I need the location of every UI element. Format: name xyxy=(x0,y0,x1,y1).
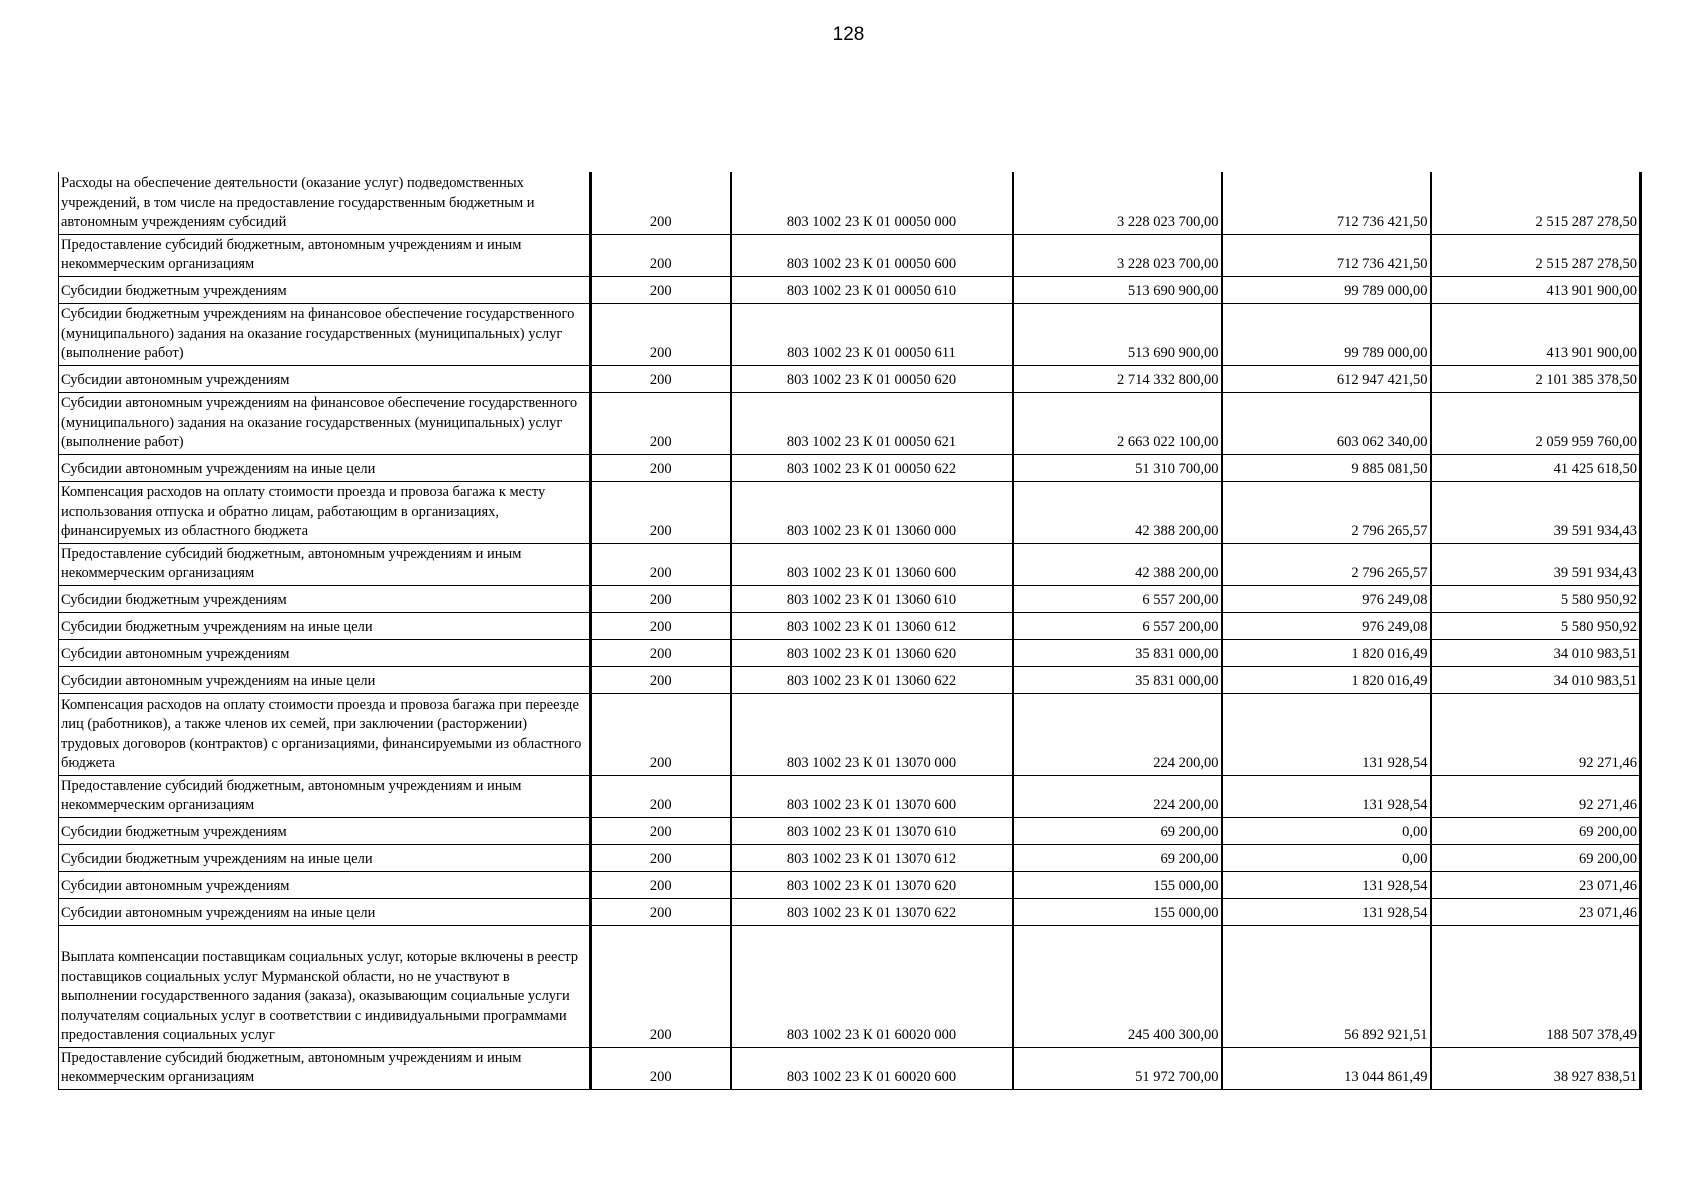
row-executed-amount: 1 820 016,49 xyxy=(1222,639,1431,666)
row-approved-amount: 3 228 023 700,00 xyxy=(1013,172,1222,234)
row-line-code: 200 xyxy=(591,612,731,639)
table-row xyxy=(59,775,1641,817)
row-executed-amount: 131 928,54 xyxy=(1222,898,1431,925)
row-name: Компенсация расходов на оплату стоимости проезда и провоза багажа при переезде лиц (работников), а также членов их семей, при заключении (расторжении) трудовых договоров (контрактов) с организациями, финансируемыми из областного бюджета xyxy=(59,693,591,775)
row-budget-classification-code: 803 1002 23 К 01 13060 622 xyxy=(731,666,1013,693)
row-unexecuted-amount: 2 059 959 760,00 xyxy=(1431,392,1641,454)
table-row xyxy=(59,454,1641,481)
row-executed-amount: 13 044 861,49 xyxy=(1222,1047,1431,1089)
table-row xyxy=(59,898,1641,925)
row-approved-amount: 42 388 200,00 xyxy=(1013,481,1222,543)
row-line-code: 200 xyxy=(591,303,731,365)
row-line-code: 200 xyxy=(591,392,731,454)
row-executed-amount: 1 820 016,49 xyxy=(1222,666,1431,693)
table-row xyxy=(59,817,1641,844)
row-unexecuted-amount: 69 200,00 xyxy=(1431,817,1641,844)
table-row xyxy=(59,871,1641,898)
row-unexecuted-amount: 38 927 838,51 xyxy=(1431,1047,1641,1089)
row-approved-amount: 35 831 000,00 xyxy=(1013,666,1222,693)
row-line-code: 200 xyxy=(591,775,731,817)
row-executed-amount: 99 789 000,00 xyxy=(1222,276,1431,303)
table-row xyxy=(59,392,1641,454)
row-name: Субсидии автономным учреждениям на иные цели xyxy=(59,454,591,481)
row-unexecuted-amount: 188 507 378,49 xyxy=(1431,925,1641,1047)
table-row xyxy=(59,172,1641,234)
row-approved-amount: 35 831 000,00 xyxy=(1013,639,1222,666)
row-budget-classification-code: 803 1002 23 К 01 60020 000 xyxy=(731,925,1013,1047)
row-unexecuted-amount: 413 901 900,00 xyxy=(1431,276,1641,303)
row-approved-amount: 69 200,00 xyxy=(1013,817,1222,844)
row-executed-amount: 976 249,08 xyxy=(1222,612,1431,639)
row-budget-classification-code: 803 1002 23 К 01 00050 610 xyxy=(731,276,1013,303)
page-number: 128 xyxy=(832,24,865,45)
row-unexecuted-amount: 92 271,46 xyxy=(1431,775,1641,817)
row-line-code: 200 xyxy=(591,844,731,871)
row-budget-classification-code: 803 1002 23 К 01 13070 612 xyxy=(731,844,1013,871)
row-unexecuted-amount: 2 101 385 378,50 xyxy=(1431,365,1641,392)
row-name: Субсидии бюджетным учреждениям xyxy=(59,817,591,844)
row-approved-amount: 513 690 900,00 xyxy=(1013,303,1222,365)
row-unexecuted-amount: 23 071,46 xyxy=(1431,898,1641,925)
row-executed-amount: 99 789 000,00 xyxy=(1222,303,1431,365)
row-budget-classification-code: 803 1002 23 К 01 00050 600 xyxy=(731,234,1013,276)
row-approved-amount: 2 714 332 800,00 xyxy=(1013,365,1222,392)
row-budget-classification-code: 803 1002 23 К 01 13070 000 xyxy=(731,693,1013,775)
row-name: Предоставление субсидий бюджетным, автономным учреждениям и иным некоммерческим организациям xyxy=(59,234,591,276)
row-budget-classification-code: 803 1002 23 К 01 00050 611 xyxy=(731,303,1013,365)
row-line-code: 200 xyxy=(591,639,731,666)
row-budget-classification-code: 803 1002 23 К 01 13060 610 xyxy=(731,585,1013,612)
row-executed-amount: 0,00 xyxy=(1222,817,1431,844)
table-row xyxy=(59,365,1641,392)
row-unexecuted-amount: 413 901 900,00 xyxy=(1431,303,1641,365)
budget-execution-table xyxy=(58,172,1642,1090)
row-budget-classification-code: 803 1002 23 К 01 00050 620 xyxy=(731,365,1013,392)
row-executed-amount: 603 062 340,00 xyxy=(1222,392,1431,454)
row-name: Субсидии бюджетным учреждениям на иные цели xyxy=(59,612,591,639)
row-executed-amount: 712 736 421,50 xyxy=(1222,172,1431,234)
row-line-code: 200 xyxy=(591,871,731,898)
row-executed-amount: 612 947 421,50 xyxy=(1222,365,1431,392)
row-approved-amount: 513 690 900,00 xyxy=(1013,276,1222,303)
row-executed-amount: 9 885 081,50 xyxy=(1222,454,1431,481)
row-name: Компенсация расходов на оплату стоимости проезда и провоза багажа к месту использования отпуска и обратно лицам, работающим в организациях, финансируемых из областного бюджета xyxy=(59,481,591,543)
row-line-code: 200 xyxy=(591,693,731,775)
row-line-code: 200 xyxy=(591,276,731,303)
row-line-code: 200 xyxy=(591,481,731,543)
row-unexecuted-amount: 2 515 287 278,50 xyxy=(1431,234,1641,276)
row-approved-amount: 155 000,00 xyxy=(1013,871,1222,898)
row-line-code: 200 xyxy=(591,543,731,585)
row-name: Расходы на обеспечение деятельности (оказание услуг) подведомственных учреждений, в том числе на предоставление государственным бюджетным и автономным учреждениям субсидий xyxy=(59,172,591,234)
row-name: Субсидии автономным учреждениям на иные цели xyxy=(59,666,591,693)
row-budget-classification-code: 803 1002 23 К 01 13060 000 xyxy=(731,481,1013,543)
row-approved-amount: 51 972 700,00 xyxy=(1013,1047,1222,1089)
row-budget-classification-code: 803 1002 23 К 01 60020 600 xyxy=(731,1047,1013,1089)
table-row xyxy=(59,612,1641,639)
row-approved-amount: 42 388 200,00 xyxy=(1013,543,1222,585)
row-budget-classification-code: 803 1002 23 К 01 13070 622 xyxy=(731,898,1013,925)
row-name: Предоставление субсидий бюджетным, автономным учреждениям и иным некоммерческим организациям xyxy=(59,543,591,585)
row-budget-classification-code: 803 1002 23 К 01 00050 622 xyxy=(731,454,1013,481)
row-name: Предоставление субсидий бюджетным, автономным учреждениям и иным некоммерческим организациям xyxy=(59,1047,591,1089)
table-row xyxy=(59,234,1641,276)
row-budget-classification-code: 803 1002 23 К 01 13070 620 xyxy=(731,871,1013,898)
row-unexecuted-amount: 41 425 618,50 xyxy=(1431,454,1641,481)
row-budget-classification-code: 803 1002 23 К 01 00050 621 xyxy=(731,392,1013,454)
table-row xyxy=(59,543,1641,585)
row-unexecuted-amount: 92 271,46 xyxy=(1431,693,1641,775)
table-row xyxy=(59,1047,1641,1089)
row-budget-classification-code: 803 1002 23 К 01 13070 610 xyxy=(731,817,1013,844)
row-line-code: 200 xyxy=(591,1047,731,1089)
row-executed-amount: 976 249,08 xyxy=(1222,585,1431,612)
row-name: Субсидии автономным учреждениям xyxy=(59,639,591,666)
row-approved-amount: 69 200,00 xyxy=(1013,844,1222,871)
row-name: Субсидии автономным учреждениям xyxy=(59,871,591,898)
row-budget-classification-code: 803 1002 23 К 01 13060 600 xyxy=(731,543,1013,585)
row-unexecuted-amount: 69 200,00 xyxy=(1431,844,1641,871)
table-row xyxy=(59,925,1641,1047)
row-name: Субсидии бюджетным учреждениям xyxy=(59,276,591,303)
row-executed-amount: 2 796 265,57 xyxy=(1222,481,1431,543)
row-executed-amount: 0,00 xyxy=(1222,844,1431,871)
row-executed-amount: 131 928,54 xyxy=(1222,871,1431,898)
row-unexecuted-amount: 34 010 983,51 xyxy=(1431,639,1641,666)
row-line-code: 200 xyxy=(591,666,731,693)
row-line-code: 200 xyxy=(591,817,731,844)
row-budget-classification-code: 803 1002 23 К 01 13060 612 xyxy=(731,612,1013,639)
row-approved-amount: 224 200,00 xyxy=(1013,775,1222,817)
row-approved-amount: 6 557 200,00 xyxy=(1013,585,1222,612)
row-name: Субсидии автономным учреждениям xyxy=(59,365,591,392)
row-unexecuted-amount: 23 071,46 xyxy=(1431,871,1641,898)
row-approved-amount: 155 000,00 xyxy=(1013,898,1222,925)
row-approved-amount: 6 557 200,00 xyxy=(1013,612,1222,639)
row-line-code: 200 xyxy=(591,585,731,612)
row-executed-amount: 2 796 265,57 xyxy=(1222,543,1431,585)
row-approved-amount: 224 200,00 xyxy=(1013,693,1222,775)
table-row xyxy=(59,481,1641,543)
table-row xyxy=(59,844,1641,871)
row-approved-amount: 51 310 700,00 xyxy=(1013,454,1222,481)
row-name: Субсидии автономным учреждениям на иные цели xyxy=(59,898,591,925)
row-approved-amount: 3 228 023 700,00 xyxy=(1013,234,1222,276)
row-name: Субсидии бюджетным учреждениям xyxy=(59,585,591,612)
row-unexecuted-amount: 34 010 983,51 xyxy=(1431,666,1641,693)
row-approved-amount: 245 400 300,00 xyxy=(1013,925,1222,1047)
row-budget-classification-code: 803 1002 23 К 01 13070 600 xyxy=(731,775,1013,817)
table-row xyxy=(59,303,1641,365)
row-name: Субсидии автономным учреждениям на финансовое обеспечение государственного (муниципального) задания на оказание государственных (муниципальных) услуг (выполнение работ) xyxy=(59,392,591,454)
row-name: Субсидии бюджетным учреждениям на иные цели xyxy=(59,844,591,871)
row-line-code: 200 xyxy=(591,365,731,392)
row-line-code: 200 xyxy=(591,172,731,234)
table-row xyxy=(59,666,1641,693)
row-unexecuted-amount: 5 580 950,92 xyxy=(1431,585,1641,612)
row-name: Предоставление субсидий бюджетным, автономным учреждениям и иным некоммерческим организациям xyxy=(59,775,591,817)
row-line-code: 200 xyxy=(591,234,731,276)
row-name: Субсидии бюджетным учреждениям на финансовое обеспечение государственного (муниципального) задания на оказание государственных (муниципальных) услуг (выполнение работ) xyxy=(59,303,591,365)
row-executed-amount: 56 892 921,51 xyxy=(1222,925,1431,1047)
table-row xyxy=(59,276,1641,303)
row-line-code: 200 xyxy=(591,454,731,481)
table-row xyxy=(59,693,1641,775)
row-executed-amount: 131 928,54 xyxy=(1222,775,1431,817)
row-unexecuted-amount: 2 515 287 278,50 xyxy=(1431,172,1641,234)
row-unexecuted-amount: 5 580 950,92 xyxy=(1431,612,1641,639)
row-budget-classification-code: 803 1002 23 К 01 00050 000 xyxy=(731,172,1013,234)
row-approved-amount: 2 663 022 100,00 xyxy=(1013,392,1222,454)
row-line-code: 200 xyxy=(591,898,731,925)
row-name: Выплата компенсации поставщикам социальных услуг, которые включены в реестр поставщиков социальных услуг Мурманской области, но не участвуют в выполнении государственного задания (заказа), оказывающим социальные услуги получателям социальных услуг в соответствии с индивидуальными программами предоставления социальных услуг xyxy=(59,925,591,1047)
row-unexecuted-amount: 39 591 934,43 xyxy=(1431,543,1641,585)
row-line-code: 200 xyxy=(591,925,731,1047)
table-row xyxy=(59,639,1641,666)
row-executed-amount: 712 736 421,50 xyxy=(1222,234,1431,276)
row-budget-classification-code: 803 1002 23 К 01 13060 620 xyxy=(731,639,1013,666)
table-row xyxy=(59,585,1641,612)
row-unexecuted-amount: 39 591 934,43 xyxy=(1431,481,1641,543)
row-executed-amount: 131 928,54 xyxy=(1222,693,1431,775)
